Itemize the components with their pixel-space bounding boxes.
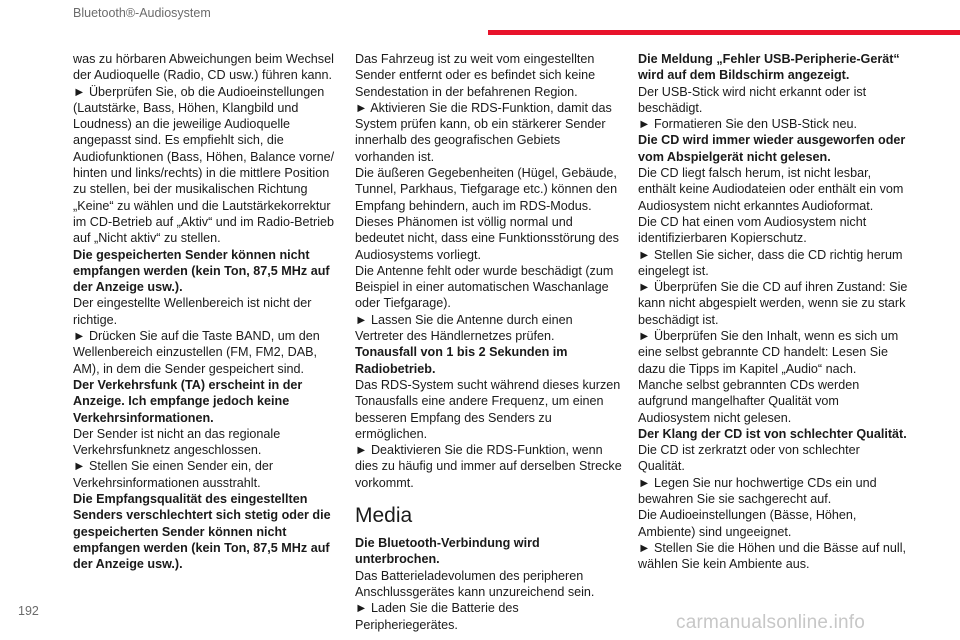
- instruction-step: ► Lassen Sie die Antenne durch einen Vertreter des Händlernetzes prüfen.: [355, 312, 573, 344]
- body-paragraph: Manche selbst gebrannten CDs werden aufgrund mangelhafter Qualität vom Audiosystem nicht gelesen.: [638, 377, 860, 425]
- instruction-step: ► Stellen Sie die Höhen und die Bässe auf null, wählen Sie kein Ambiente aus.: [638, 540, 907, 572]
- body-paragraph: Der eingestellte Wellenbereich ist nicht der richtige.: [73, 296, 312, 327]
- instruction-step: ► Laden Sie die Batterie des Peripheriegerätes.: [355, 601, 519, 632]
- instruction-step: ► Formatieren Sie den USB-Stick neu.: [638, 117, 857, 132]
- section-title: Bluetooth®-Audiosystem: [73, 6, 211, 20]
- text-column-1: [73, 51, 341, 573]
- body-paragraph: Das Fahrzeug ist zu weit vom eingestellten Sender entfernt oder es befindet sich keine Sendestation in der befahrenen Region.: [355, 52, 596, 99]
- body-paragraph: was zu hörbaren Abweichungen beim Wechsel der Audioquelle (Radio, CD usw.) führen kann.: [73, 52, 334, 83]
- instruction-step: ► Stellen Sie einen Sender ein, der Verkehrsinformationen ausstrahlt.: [73, 459, 274, 490]
- instruction-step: ► Aktivieren Sie die RDS-Funktion, damit das System prüfen kann, ob ein stärkerer Sender innerhalb des geografischen Gebiets vorhanden ist.: [355, 100, 612, 164]
- watermark: carmanualsonline.info: [676, 612, 866, 633]
- instruction-step: ► Überprüfen Sie die CD auf ihren Zustand: Sie kann nicht abgespielt werden, wenn sie zu stark beschädigt ist.: [638, 280, 908, 327]
- question-heading: Die gespeicherten Sender können nicht empfangen werden (kein Ton, 87,5 MHz auf der Anzeige usw.).: [73, 247, 330, 295]
- body-paragraph: Die CD liegt falsch herum, ist nicht lesbar, enthält keine Audiodateien oder enthält ein vom Audiosystem nicht erkanntes Audioformat.: [638, 166, 904, 213]
- page-number: 192: [18, 604, 39, 618]
- body-paragraph: Das Batterieladevolumen des peripheren Anschlussgerätes kann unzureichend sein.: [355, 568, 595, 599]
- body-paragraph: Der USB-Stick wird nicht erkannt oder ist beschädigt.: [638, 84, 867, 115]
- body-paragraph: Die CD hat einen vom Audiosystem nicht identifizierbaren Kopierschutz.: [638, 214, 867, 246]
- header-accent-bar: [488, 30, 960, 35]
- instruction-step: ► Legen Sie nur hochwertige CDs ein und bewahren Sie sie sachgerecht auf.: [638, 475, 877, 507]
- question-heading: Die Empfangsqualität des eingestellten Senders verschlechtert sich stetig oder die gespeicherten Sender können nicht empfangen werden (kein Ton, 87,5 MHz auf der Anzeige usw.).: [73, 492, 331, 572]
- body-paragraph: Dieses Phänomen ist völlig normal und bedeutet nicht, dass eine Funktionsstörung des Audiosystems vorliegt.: [355, 214, 619, 262]
- instruction-step: ► Stellen Sie sicher, dass die CD richtig herum eingelegt ist.: [638, 247, 903, 278]
- body-paragraph: Die Audioeinstellungen (Bässe, Höhen, Ambiente) sind ungeeignet.: [638, 508, 857, 539]
- text-column-3: [638, 51, 908, 573]
- body-paragraph: Der Sender ist nicht an das regionale Verkehrsfunknetz angeschlossen.: [73, 426, 281, 458]
- section-heading: Media: [355, 504, 413, 528]
- body-paragraph: Die Antenne fehlt oder wurde beschädigt (zum Beispiel in einer automatischen Waschanlage oder Tiefgarage).: [355, 263, 614, 311]
- question-heading: Der Verkehrsfunk (TA) erscheint in der Anzeige. Ich empfange jedoch keine Verkehrsinformationen.: [73, 377, 303, 425]
- question-heading: Der Klang der CD ist von schlechter Qualität.: [638, 426, 907, 441]
- instruction-step: ► Drücken Sie auf die Taste BAND, um den Wellenbereich einzustellen (FM, FM2, DAB, AM), in dem die Sender gespeichert sind.: [73, 329, 320, 376]
- body-paragraph: Die äußeren Gegebenheiten (Hügel, Gebäude, Tunnel, Parkhaus, Tiefgarage etc.) können den Empfang behindern, auch im RDS-Modus.: [355, 166, 618, 213]
- body-paragraph: Die CD ist zerkratzt oder von schlechter Qualität.: [638, 443, 860, 474]
- question-heading: Die Bluetooth-Verbindung wird unterbrochen.: [355, 536, 540, 567]
- instruction-step: ► Deaktivieren Sie die RDS-Funktion, wenn dies zu häufig und immer auf derselben Strecke vorkommt.: [355, 443, 622, 490]
- instruction-step: ► Überprüfen Sie, ob die Audioeinstellungen (Lautstärke, Bass, Höhen, Klangbild und Loudness) an die jeweilige Audioquelle angepasst sind. Es empfiehlt sich, die Audiofunktionen (Bass, Höhen, Balance vorne/ hinten und links/rechts) in die mittlere Position zu stellen, bei der musikalischen Richtung „Keine“ zu wählen und die Lautstärkekorrektur im CD-Betrieb auf „Aktiv“ und im Radio-Betrieb auf „Nicht aktiv“ zu stellen.: [73, 84, 335, 246]
- question-heading: Tonausfall von 1 bis 2 Sekunden im Radiobetrieb.: [355, 345, 568, 376]
- body-paragraph: Das RDS-System sucht während dieses kurzen Tonausfalls eine andere Frequenz, um einen besseren Empfang des Senders zu ermöglichen.: [355, 377, 621, 441]
- text-column-2: [355, 51, 623, 633]
- question-heading: Die CD wird immer wieder ausgeworfen oder vom Abspielgerät nicht gelesen.: [638, 133, 906, 164]
- question-heading: Die Meldung „Fehler USB-Peripherie-Gerät“ wird auf dem Bildschirm angezeigt.: [638, 52, 900, 83]
- instruction-step: ► Überprüfen Sie den Inhalt, wenn es sich um eine selbst gebrannte CD handelt: Lesen Sie dazu die Tipps im Kapitel „Audio“ nach.: [638, 329, 899, 376]
